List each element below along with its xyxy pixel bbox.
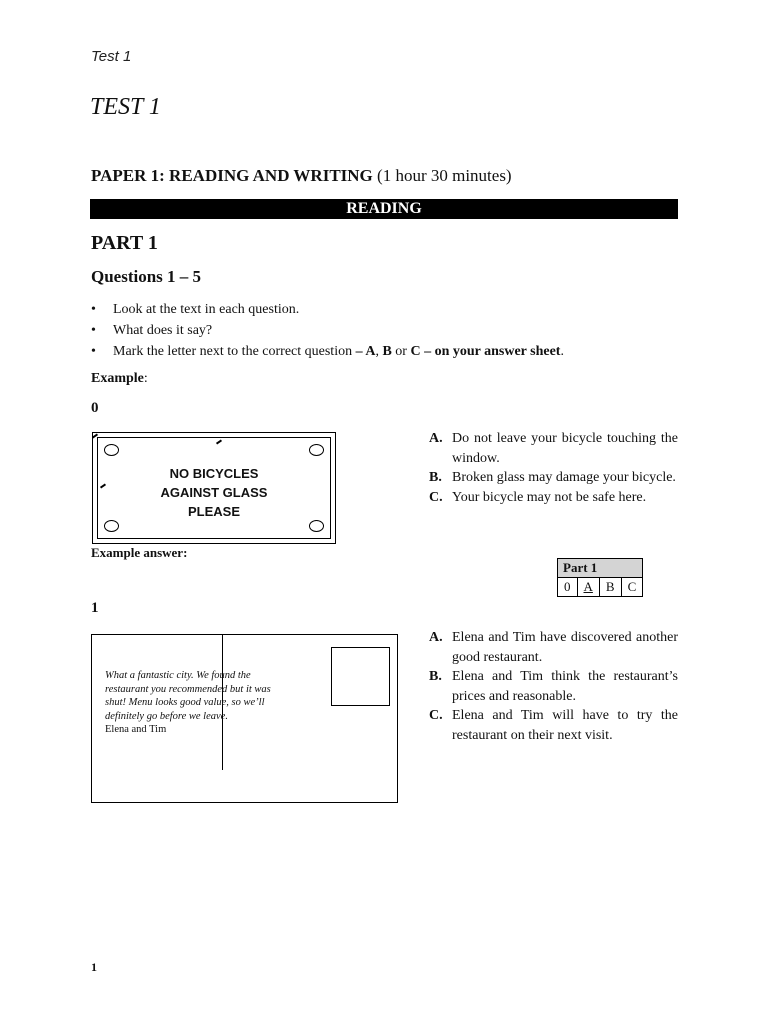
option-b[interactable] [429, 468, 678, 488]
option-letter: A. [429, 431, 443, 446]
answer-cell-number: 0 [558, 578, 578, 597]
crack-mark-icon [92, 433, 98, 438]
paper-title [91, 166, 512, 186]
postcard-line: What a fantastic city. We found the [105, 670, 251, 681]
option-a[interactable] [429, 429, 678, 468]
running-head: Test 1 [91, 48, 132, 65]
example-sign [92, 432, 336, 544]
example-answer-label: Example answer: [91, 545, 188, 560]
instruction-answer-sheet: – on your answer sheet [420, 344, 561, 359]
screw-hole-icon [104, 444, 119, 456]
postcard-message [105, 669, 310, 737]
sign-line: AGAINST GLASS [160, 485, 268, 500]
sign-line: NO BICYCLES [169, 466, 259, 481]
instruction-letter-b: B [382, 344, 392, 359]
option-text: Elena and Tim have discovered another good restaurant. [452, 630, 678, 665]
option-c[interactable] [429, 706, 678, 745]
answer-sheet-header: Part 1 [558, 559, 643, 578]
answer-cell-a-selected[interactable]: A [577, 578, 599, 597]
option-a[interactable] [429, 628, 678, 667]
sign-line: PLEASE [187, 504, 240, 519]
option-c[interactable] [429, 488, 678, 508]
example-options [429, 429, 678, 507]
sign-text [98, 464, 330, 521]
option-text: Do not leave your bicycle touching the window. [452, 431, 678, 466]
instruction-comma: , [375, 344, 383, 359]
instruction-text: Look at the text in each question. [113, 302, 300, 317]
postcard-line: restaurant you recommended but it was [105, 683, 271, 695]
option-letter: C. [429, 489, 443, 505]
example-label-text: Example [91, 371, 144, 386]
option-b[interactable] [429, 667, 678, 706]
instruction-letter-c: C [410, 344, 421, 359]
postcard-line: shut! Menu looks good value, so we’ll [105, 697, 265, 708]
option-letter: B. [429, 470, 442, 485]
example-label-colon: : [143, 371, 148, 386]
postcard-signature: Elena and Tim [105, 724, 167, 735]
option-letter: B. [429, 669, 442, 684]
instruction-period: . [560, 344, 564, 359]
instruction-text: What does it say? [113, 323, 213, 338]
instruction-letter-a: A [365, 344, 376, 359]
option-text: Your bicycle may not be safe here. [452, 489, 647, 505]
option-letter: C. [429, 708, 443, 723]
option-text: Elena and Tim will have to try the restaurant on their next visit. [452, 708, 678, 743]
answer-cell-c[interactable]: C [621, 578, 643, 597]
example-number: 0 [91, 400, 99, 416]
screw-hole-icon [309, 444, 324, 456]
answer-sheet-table [557, 558, 643, 597]
option-text: Elena and Tim think the restaurant’s prices and reasonable. [452, 669, 678, 704]
instruction-dash: – [352, 344, 366, 359]
instruction-item [91, 341, 564, 362]
answer-cell-b[interactable]: B [599, 578, 621, 597]
test-title: TEST 1 [90, 94, 161, 120]
sign-inner-frame [97, 437, 331, 539]
page-number: 1 [91, 960, 97, 974]
question-1-number: 1 [91, 600, 99, 616]
question-1-options [429, 628, 678, 745]
instructions-list [91, 299, 564, 362]
paper-name: PAPER 1: READING AND WRITING [91, 166, 373, 185]
screw-hole-icon [104, 520, 119, 532]
paper-duration: (1 hour 30 minutes) [377, 166, 512, 185]
questions-heading: Questions 1 – 5 [91, 267, 202, 286]
screw-hole-icon [309, 520, 324, 532]
instruction-item [91, 299, 564, 320]
instruction-item [91, 320, 564, 341]
option-text: Broken glass may damage your bicycle. [452, 470, 676, 485]
option-letter: A. [429, 630, 443, 645]
stamp-box-icon [331, 647, 390, 706]
crack-mark-icon [216, 439, 222, 444]
section-bar-reading: READING [90, 199, 678, 219]
part-heading: PART 1 [91, 232, 158, 254]
example-label [91, 371, 148, 387]
instruction-text: Mark the letter next to the correct question [113, 344, 353, 359]
postcard [91, 634, 398, 803]
instruction-or: or [391, 344, 411, 359]
postcard-line: definitely go before we leave. [105, 710, 228, 722]
